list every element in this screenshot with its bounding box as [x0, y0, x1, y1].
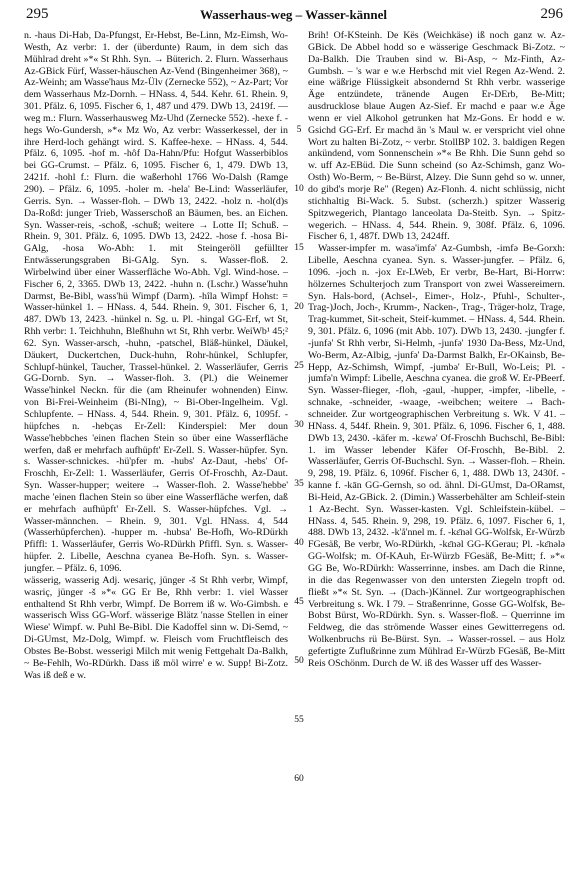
line-number: 35	[294, 479, 304, 489]
entry-waesserig-cont: Brih! Of-KSteinh. De Kës (Weichkäse) iß noch ganz w. Az-GBick. De Abbel hodd so e wässerige Geschmack Bi-Zotz. ~ Da-Balkh. Die Trauben sind w. Bi-Asp, ~ Mz-Finth, Az-Gumbsh. – 's war e w.e Herbschd mit viel Regen Az-Wend. 2. eine wäßrige Flüssigkeit absondernd St Rhh verbr. wasserige Äge entzündete, tränende Augen Er-DErb, Be-Mitt; ausdrucklose blaue Augen Az-Sief. Er machd e paar w.e Äge wenn er viel Alkohol getrunken hat Mz-Gons. Er hodd e w. Gsichd GG-Erf. Er machd än 's Maul w. er verspricht viel ohne Wort zu halten Bi-Zotz, ~ verbr. StollBP 102. 3. baldigen Regen ankündend, vom Sonnenschein »*« Be Rhh. Die Sunn gehd so w. uff Az-EBüd. Die Sunn scheind (so Az-Schimsh, ganz Wo-Osth) Wo-Berm, ~ Be-Bürst, Alzey. Die Sunn gehd so w. unner, do gibd's morje Re" (Regen) Az-Flonh. 4. nicht schlüssig, nicht stichhaltig Bi-Wack. 5. Subst. (scherzh.) spitzer Wasserig Spitzwegerich, Plantago lanceolata Da-Steitb. Syn. → Spitz-wegerich. – HNass. 4, 544. Rhein. 9, 308f. Pfälz. 6, 1096. Fischer 6, 1, 487f. DWb 13, 2424ff.	[308, 30, 565, 243]
line-number: 30	[294, 420, 304, 430]
line-number: 10	[294, 184, 304, 194]
line-number: 50	[294, 656, 304, 666]
line-number: 55	[294, 715, 304, 725]
entry-wasserhaus: n. -haus Di-Hab, Da-Pfungst, Er-Hebst, Be-Linn, Mz-Eimsh, Wo-Westh, Az verbr: 1. der (überdunte) Raum, in dem sich das Mühlrad dreht »*« St Rhh. Syn. → Büterich. 2. Flurn. Wasserhaus Az-GBick Fürf, Wasser-häuschen Az-Vend (Bingenheimer 368), ~ Az-Weinh; am Wasse'haus Mz-Ülv (Zernecke 552), ~ Az-Part; Vor dem Wasserhaus Mz-Dornh. – HNass. 4, 544. Kehr. 61. Rhein. 9, 301. Pfälz. 6, 1095. Fischer 6, 1, 487 und 479. DWb 13, 2419f. —weg m.: Flurn. Wasserhausweg Mz-Uhd (Zernecke 552). -hexe f. -hegs Wo-Gundersh, »*« Mz Wo, Az verbr: Wasserkessel, der in ihre Herd-loch gehängt wird. S. Kaffee-hexe. – HNass. 4, 544. Pfälz. 6, 1095. -hof m. -hôf Da-Hahn/Pfu: Hofgut Wasserbiblos bei GG-Crumst. – Pfälz. 6, 1095. Fischer 6, 1, 479. DWb 13, 2421f. -hohl f.: Flurn. die waßerhohl 1766 Wo-Dalsh (Ramge 290). – Pfälz. 6, 1095. -holer m. -hela' Be-Lind: Wasserläufer, Gerris. Syn. → Wasser-floh. – DWb 13, 2422. -holz n. -hol(d)s Da-Roßd: junger Trieb, Wasserschoß an Bäumen, bes. an Eichen. Syn. Wasser-reis, -schoß, -schuß; weitere → Lotte II; Schuß. – Rhein. 9, 301. Pfälz. 6, 1095. DWb 13, 2422. -hose f. -hosa Bi-GAlg, -hosa Wo-Abh: 1. mit Steingeröll gefüllter Entwässerungsgraben Bi-GAlg. Syn. s. Wasser-floß. 2. Wirbelwind über einer Wasserfläche Wo-Abh. Vgl. Wind-hose. – Fischer 6, 2, 3365. DWb 13, 2422. -huhn n. (Lschr.) Wasse'huhn Darmst, Be-Bibl, wass'hü Wimpf (Darm). -hîla Wimpf Hohst: = Wasser-hünkel 1. – HNass. 4, 544. Rhein. 9, 301. Fischer 6, 1, 487. DWb 13, 2423. -hünkel n. Sg. u. Pl. -hingal GG-Erf, wt St, Rhh verbr: 1. Teichhuhn, Bleßhuhn wt St, Rhh verbr. WeiWb¹ 45;² 62. Syn. Wasser-arsch, -huhn, -patschel, Bläß-hünkel, Däukel, Däukert, Duckertchen, Duck-huhn, Rohr-hünkel, Schlupfer, Schlupf-hünkel, Taucher, Trassel-hünkel. 2. Wasserläufer, Gerris GG-Dornb. Syn. → Wasser-floh. 3. (Pl.) die Weinemer Wasse'hinkel Neckn. für die (am Rheinufer wohnenden) Einw. von Bi-Frei-Weinheim (Bi-NIng), ~ Bi-Ober-Ingelheim. Vgl. Schlupfente. – HNass. 4, 544. Rhein. 9, 301. Pfälz. 6, 1095f. -hüpfches n. -hebças Er-Zell: Kinderspiel: Mer doun Wasse'hebbches 'einen flachen Stein so über eine Wasserfläche werfen, daß er mehrfach aufhüpft' Er-Zell. S. Wasser-hüpfer. Syn. s. Wasser-schnickes. -hü'pfer m. -hubs' Az-Daut, -hebs' Of-Froschh, Er-Zell: 1. Wasserläufer, Gerris Of-Froschh, Az-Daut. Syn. Wasser-hupper; weitere → Wasser-floh. 2. Wasse'hebbe' mache 'einen flachen Stein so über eine Wasserfläche werfen, daß er mehrfach aufhüpft' Er-Zell. S. Wasser-hüpfches. Vgl. → Wasser-männchen. – Rhein. 9, 301. Vgl. HNass. 4, 544 (Wasserhüpferchen). -hupper m. -hubsa' Be-Hofh, Wo-RDürkh Pfiffl: 1. Wasserläufer, Gerris Wo-RDürkh Pfiffl. Syn. s. Wasser-hüpfer. 2. Libelle, Aeschna cyanea Be-Hofh. Syn. s. Wasser-jungfer. – Pfälz. 6, 1096.	[24, 30, 288, 574]
entry-waesserig: wässerig, wasserig Adj. wesariç, jünger -š St Rhh verbr, Wimpf, wasriç, jünger -š »*« GG Er Be, Rhh verbr: 1. viel Wasser enthaltend St Rhh verbr, Wimpf. De Borrem iß w. Wo-Gimbsh. e wasserisch Wiss GG-Worf. wässerige Blätz 'nasse Stellen in einer Wiese' Wimpf. w. Puhl Be-Bibl. Die Kadoffel sinn w. Di-Semd, ~ Di-GUmst, Mz-Dolg, Wimpf. w. Fleisch vom Fruchtfleisch des Obstes Be-Bobst. wesserigi Milch mit wenig Fettgehalt Da-Balkh, ~ Be-Fehlh, Wo-RDürkh. Dass iß möl wirre' e w. Supp! Bi-Zotz. Was iß deß e w.	[24, 574, 288, 681]
line-number: 40	[294, 538, 304, 548]
line-number-gutter	[290, 30, 308, 876]
line-number: 60	[294, 774, 304, 784]
page-number-right: 296	[540, 6, 563, 22]
right-column	[308, 30, 565, 876]
page-number-left: 295	[26, 6, 49, 22]
line-number: 15	[294, 243, 304, 253]
line-number: 25	[294, 361, 304, 371]
line-number: 5	[296, 125, 302, 135]
entry-wasser-impfer: Wasser-impfer m. wasə'imfə' Az-Gumbsh, -imfə Be-Gorxh: Libelle, Aeschna cyanea. Syn. s. Wasser-jungfer. – Pfälz. 6, 1096. -joch n. -jox Er-LWeb, Er verbr, Be-Hart, Bi-Horrw: hölzernes Schulterjoch zum Transport von zwei Wassereimern. Syn. Hals-bord, (Achsel-, Eimer-, Holz-, Pfuhl-, Schulter-, Trag-)Joch, Joch-, Krumm-, Nacken-, Trag-, Träger-holz, Trage, Trag-kummet, Sit-scheit, Steif-kummet. – HNass. 4, 544. Rhein. 9, 301. Pfälz. 6, 1096 (mit Abb. 107). DWb 13, 2430. -jungfer f. -junfə' St Rhh verbr, Si-Helmh, -junfə' 1930 Da-Bess, Mz-Und, Wo-Berm, Az-Albig, -junfə' Da-Darmst Balkh, Er-OKainsb, Be-Hepp, Az-Schimsh, Wimpf, -jumbə' Er-Bull, Wo-Leis; Pl. -jumfə'n Wimpf: Libelle, Aeschna cyanea. die groß W. Er-PBeerf. Syn. Wasser-flieger, -floh, -gaul, -hupper, -impfer, -libelle, -schnake, -schneider, -waage, -weibchen; weitere → Bach-schneider. Zur wortgeographischen Verbreitung s. Wk. V 41. – HNass. 4, 544f. Rhein. 9, 301. Pfälz. 6, 1096. Fischer 6, 1, 488. DWb 13, 2430. -käfer m. -kɛwə' Of-Froschh Buchschl, Be-Bibl: 1. im Wasser lebender Käfer Of-Froschh, Be-Bibl. 2. Wasserläufer, Gerris Of-Buchschl. Syn. → Wasser-floh. – Rhein. 9, 298, 19. Pfälz. 6, 1096f. Fischer 6, 1, 488. DWb 13, 2430f. -kanne f. -kān GG-Gernsh, so od. ähnl. Di-GUmst, Da-ORamst, Bi-Heid, Az-GBick. 2. (Dimin.) Wasserbehälter am Schleif-stein 1 Az-Becht. Syn. Wasser-kasten. Vgl. Schleifstein-kübel. – HNass. 4, 545. Rhein. 9, 298, 19. Pfälz. 6, 1097. Fischer 6, 1, 488. DWb 13, 2432. -k'å'nnel m. f. -kɛ̄nəl GG-Wolfsk, Er-Würzb FGesäß, Be verbr, Wo-RDürkh, -kɛ̄nəl GG-KGerau; Pl. -kɛ̄nələ GG-Wolfsk; m. Of-KAuh, Er-Würzb FGesäß, Be-Mitt; f. »*« GG Be, Wo-RDürkh: Wasserrinne, insbes. am Dach die Rinne, in die das Regenwasser von den untersten Ziegeln tropft od. fließt »*« St. Syn. → (Dach-)Kännel. Zur wortgeographischen Verbreitung s. Wk. I 79. – Straßenrinne, Gosse GG-Wolfsk, Be-Bobst Bürst, Wo-RDürkh. Syn. s. Wasser-floß. – Querrinne im Feldweg, die das strömende Wasser eines Gewitterregens od. Wolkenbruchs rü Be-Bürst. Syn. → Wasser-rossel. – aus Holz gefertigte Zuflußrinne zum Mühlrad Er-Würzb FGesäß, Be-Mitt Reis OSchönm. Durch de W. iß des Wasser uff des Wasser-	[308, 243, 565, 669]
left-column	[24, 30, 288, 876]
line-number: 20	[294, 302, 304, 312]
page-header	[0, 6, 587, 28]
running-head: Wasserhaus-weg – Wasser-kännel	[199, 7, 388, 22]
line-number: 45	[294, 597, 304, 607]
